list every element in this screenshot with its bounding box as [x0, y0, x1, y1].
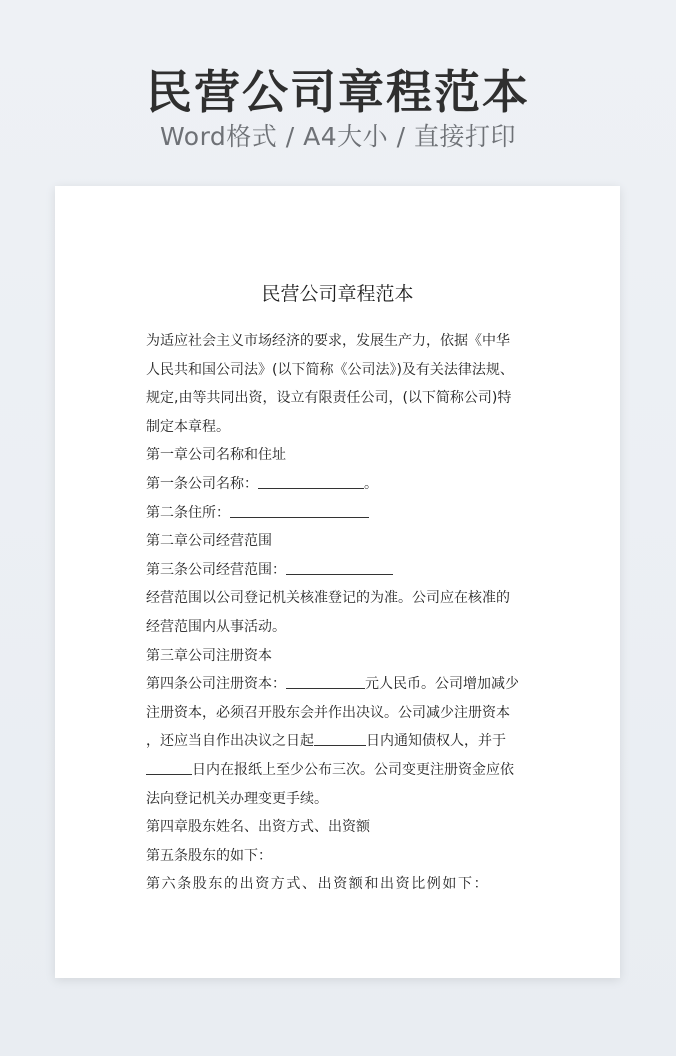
article-3-label: 第三条公司经营范围：	[146, 561, 286, 578]
article-4-line-3	[146, 727, 532, 756]
article-4-line-2: 注册资本，必须召开股东会并作出决议。公司减少注册资本	[146, 704, 510, 721]
scope-line: 经营范围以公司登记机关核准登记的为准。公司应在核准的	[146, 590, 510, 607]
company-name-blank	[258, 472, 364, 489]
chapter-heading: 第四章股东姓名、出资方式、出资额	[146, 819, 370, 836]
chapter-heading: 第二章公司经营范围	[146, 533, 272, 550]
article-4-text: ，还应当自作出决议之日起	[146, 733, 314, 750]
intro-line: 规定,由等共同出资，设立有限责任公司，(以下简称公司)特	[146, 390, 512, 407]
chapter-heading: 第三章公司注册资本	[146, 647, 272, 664]
article-4-text: 日内在报纸上至少公布三次。公司变更注册资金应依	[192, 761, 514, 778]
scope-line: 经营范围内从事活动。	[146, 618, 286, 635]
document-body	[146, 327, 532, 899]
document-title: 民营公司章程范本	[261, 283, 414, 305]
article-3	[146, 556, 532, 585]
article-4-line-4	[146, 756, 532, 785]
article-2-label: 第二条住所：	[146, 504, 230, 521]
publish-days-blank	[146, 758, 192, 775]
capital-amount-blank	[286, 672, 365, 689]
article-4-text: 元人民币。公司增加减少	[365, 676, 519, 693]
business-scope-blank	[286, 558, 393, 575]
article-4-line-5: 法向登记机关办理变更手续。	[146, 790, 328, 807]
notice-days-blank	[314, 729, 366, 746]
article-1	[146, 470, 532, 499]
article-4-line-1	[146, 670, 532, 699]
address-blank	[230, 501, 369, 518]
banner-subtitle: Word格式 / A4大小 / 直接打印	[160, 122, 516, 151]
article-4-label: 第四条公司注册资本：	[146, 676, 286, 693]
chapter-heading: 第一章公司名称和住址	[146, 447, 286, 464]
banner-title: 民营公司章程范本	[146, 65, 530, 119]
article-5: 第五条股东的如下：	[146, 847, 272, 864]
article-2	[146, 499, 532, 528]
document-page	[55, 186, 620, 978]
intro-line: 人民共和国公司法》(以下简称《公司法》)及有关法律法规、	[146, 361, 514, 378]
article-4-text: 日内通知债权人，并于	[366, 733, 506, 750]
article-1-suffix: 。	[364, 475, 378, 492]
article-6: 第六条股东的出资方式、出资额和出资比例如下：	[146, 876, 490, 893]
intro-line: 为适应社会主义市场经济的要求，发展生产力，依据《中华	[146, 333, 510, 349]
article-1-label: 第一条公司名称：	[146, 475, 258, 492]
intro-line: 制定本章程。	[146, 418, 230, 435]
